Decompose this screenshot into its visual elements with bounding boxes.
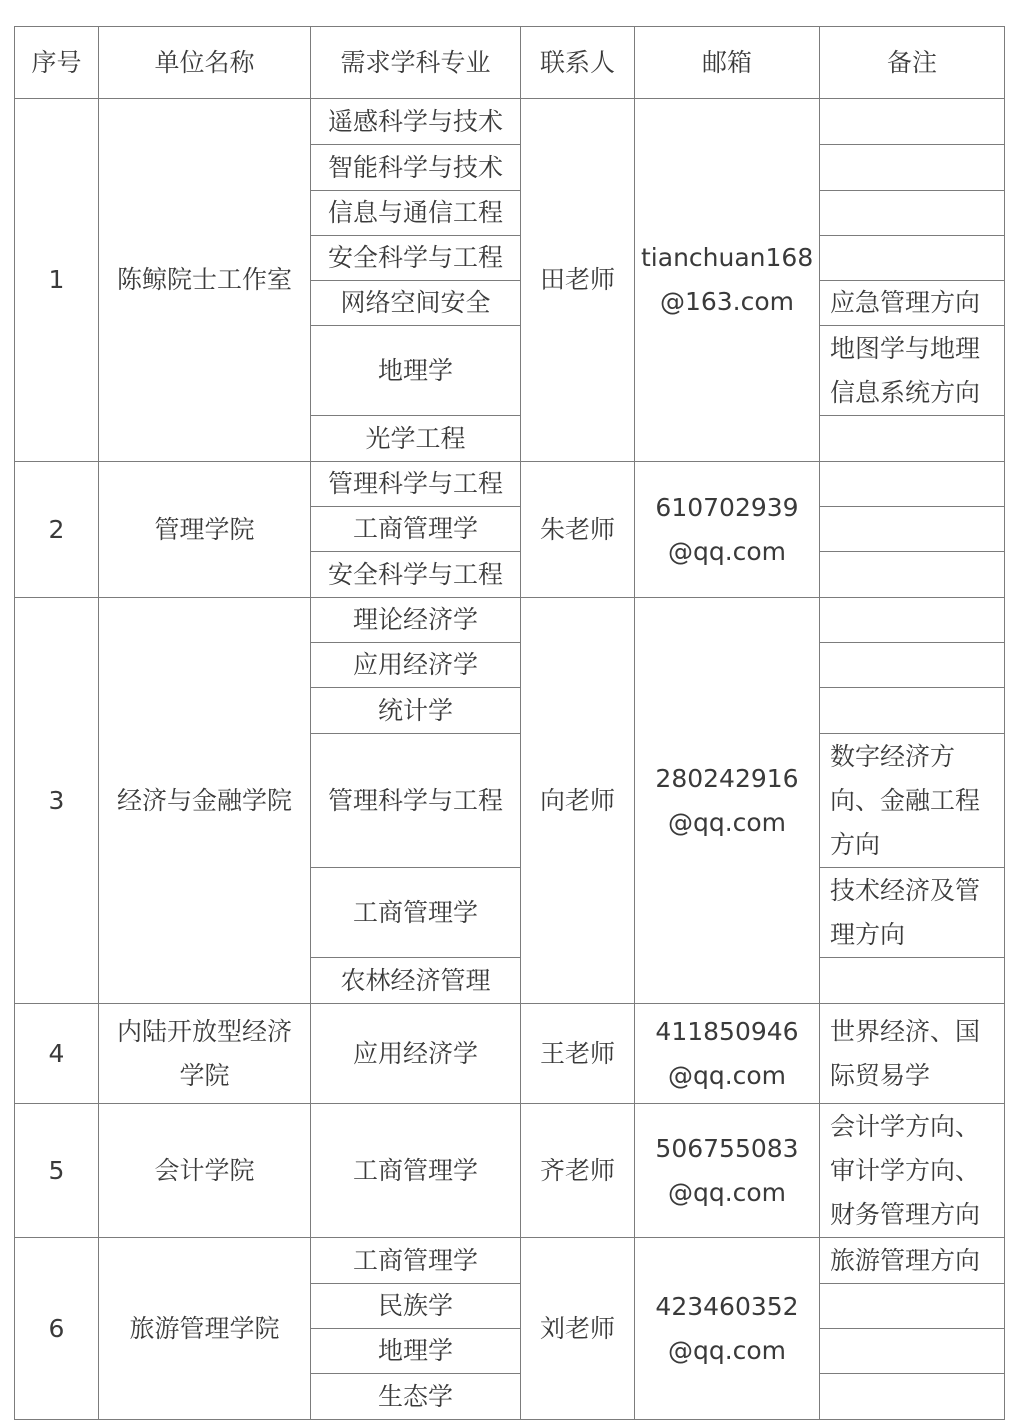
email-cell xyxy=(635,462,820,598)
table-row xyxy=(15,1004,1005,1104)
contact-cell: 朱老师 xyxy=(521,462,635,598)
subject-cell: 农林经济管理 xyxy=(311,958,521,1004)
email-domain: @qq.com xyxy=(667,807,787,837)
subject-cell: 信息与通信工程 xyxy=(311,191,521,236)
note-cell xyxy=(820,416,1005,462)
email-cell xyxy=(635,598,820,1004)
subject-cell: 管理科学与工程 xyxy=(311,734,521,868)
note-cell xyxy=(820,236,1005,281)
email-domain: @qq.com xyxy=(667,536,787,566)
note-cell: 应急管理方向 xyxy=(820,281,1005,326)
email-domain: @163.com xyxy=(659,287,795,316)
header-unit-name: 单位名称 xyxy=(99,27,311,99)
contact-cell: 向老师 xyxy=(521,598,635,1004)
note-cell xyxy=(820,688,1005,734)
email-user: 280242916 xyxy=(655,763,799,793)
note-cell: 技术经济及管理方向 xyxy=(820,868,1005,958)
note-cell: 世界经济、国际贸易学 xyxy=(820,1004,1005,1104)
note-cell xyxy=(820,462,1005,507)
subject-cell: 地理学 xyxy=(311,1329,521,1374)
note-cell: 旅游管理方向 xyxy=(820,1238,1005,1284)
email-user: 506755083 xyxy=(655,1133,799,1163)
note-cell xyxy=(820,507,1005,552)
unit-no: 6 xyxy=(15,1238,99,1420)
note-cell xyxy=(820,99,1005,145)
unit-no: 4 xyxy=(15,1004,99,1104)
table-row xyxy=(15,598,1005,643)
contact-cell: 刘老师 xyxy=(521,1238,635,1420)
subject-cell: 网络空间安全 xyxy=(311,281,521,326)
header-row xyxy=(15,27,1005,99)
subject-cell: 民族学 xyxy=(311,1284,521,1329)
email-user: 411850946 xyxy=(655,1016,799,1046)
email-cell xyxy=(635,99,820,462)
table-row xyxy=(15,99,1005,145)
email-domain: @qq.com xyxy=(667,1060,787,1090)
subject-cell: 光学工程 xyxy=(311,416,521,462)
subject-cell: 统计学 xyxy=(311,688,521,734)
email-cell xyxy=(635,1004,820,1104)
subject-cell: 应用经济学 xyxy=(311,643,521,688)
subject-cell: 安全科学与工程 xyxy=(311,236,521,281)
recruitment-table xyxy=(14,26,1005,1420)
note-cell xyxy=(820,1284,1005,1329)
header-subject: 需求学科专业 xyxy=(311,27,521,99)
email-domain: @qq.com xyxy=(667,1177,787,1207)
note-cell xyxy=(820,1374,1005,1420)
unit-no: 2 xyxy=(15,462,99,598)
unit-no: 1 xyxy=(15,99,99,462)
note-cell: 地图学与地理信息系统方向 xyxy=(820,326,1005,416)
note-cell xyxy=(820,643,1005,688)
unit-name: 会计学院 xyxy=(99,1104,311,1238)
table-row xyxy=(15,462,1005,507)
subject-cell: 应用经济学 xyxy=(311,1004,521,1104)
note-cell xyxy=(820,1329,1005,1374)
table-row xyxy=(15,1238,1005,1284)
unit-name: 陈鲸院士工作室 xyxy=(99,99,311,462)
contact-cell: 王老师 xyxy=(521,1004,635,1104)
subject-cell: 遥感科学与技术 xyxy=(311,99,521,145)
unit-name: 经济与金融学院 xyxy=(99,598,311,1004)
unit-name: 旅游管理学院 xyxy=(99,1238,311,1420)
subject-cell: 生态学 xyxy=(311,1374,521,1420)
subject-cell: 工商管理学 xyxy=(311,1238,521,1284)
email-user: tianchuan168 xyxy=(641,243,814,272)
header-note: 备注 xyxy=(820,27,1005,99)
table-row xyxy=(15,1104,1005,1238)
header-email: 邮箱 xyxy=(635,27,820,99)
email-user: 610702939 xyxy=(655,492,799,522)
subject-cell: 工商管理学 xyxy=(311,1104,521,1238)
subject-cell: 理论经济学 xyxy=(311,598,521,643)
note-cell xyxy=(820,191,1005,236)
contact-cell: 田老师 xyxy=(521,99,635,462)
subject-cell: 工商管理学 xyxy=(311,868,521,958)
email-cell xyxy=(635,1238,820,1420)
unit-no: 5 xyxy=(15,1104,99,1238)
note-cell: 数字经济方向、金融工程方向 xyxy=(820,734,1005,868)
subject-cell: 安全科学与工程 xyxy=(311,552,521,598)
contact-cell: 齐老师 xyxy=(521,1104,635,1238)
email-cell xyxy=(635,1104,820,1238)
note-cell xyxy=(820,145,1005,191)
note-cell xyxy=(820,958,1005,1004)
header-contact: 联系人 xyxy=(521,27,635,99)
unit-no: 3 xyxy=(15,598,99,1004)
note-cell: 会计学方向、审计学方向、财务管理方向 xyxy=(820,1104,1005,1238)
subject-cell: 管理科学与工程 xyxy=(311,462,521,507)
note-cell xyxy=(820,552,1005,598)
header-no: 序号 xyxy=(15,27,99,99)
unit-name: 管理学院 xyxy=(99,462,311,598)
unit-name: 内陆开放型经济学院 xyxy=(99,1004,311,1104)
note-cell xyxy=(820,598,1005,643)
subject-cell: 智能科学与技术 xyxy=(311,145,521,191)
recruitment-table-container xyxy=(14,26,1004,1420)
subject-cell: 地理学 xyxy=(311,326,521,416)
subject-cell: 工商管理学 xyxy=(311,507,521,552)
email-domain: @qq.com xyxy=(667,1335,787,1365)
email-user: 423460352 xyxy=(655,1291,799,1321)
